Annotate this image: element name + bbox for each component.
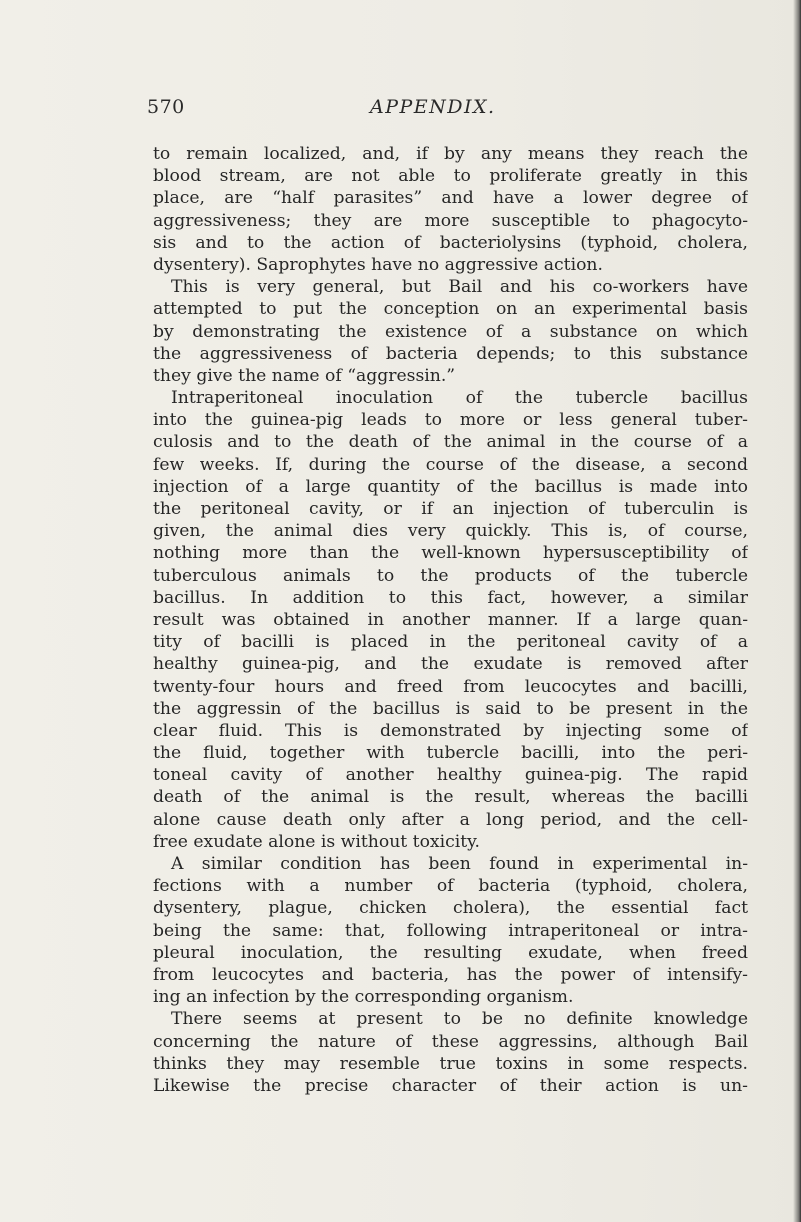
text-line: healthy guinea-pig, and the exudate is removed after: [153, 654, 748, 675]
text-line: Intraperitoneal inoculation of the tubercle bacillus: [171, 388, 748, 409]
text-line: Likewise the precise character of their action is un-: [153, 1075, 748, 1096]
text-line: This is very general, but Bail and his co-workers have: [171, 277, 748, 298]
text-line: There seems at present to be no definite knowledge: [171, 1009, 748, 1030]
text-line: the aggressin of the bacillus is said to be present in the: [153, 698, 748, 719]
text-line: injection of a large quantity of the bacillus is made into: [153, 476, 748, 497]
text-line: clear fluid. This is demonstrated by injecting some of: [153, 720, 748, 741]
text-line: blood stream, are not able to proliferate greatly in this: [153, 166, 748, 187]
text-line: pleural inoculation, the resulting exudate, when freed: [153, 942, 748, 963]
text-line: the fluid, together with tubercle bacilli, into the peri-: [153, 743, 748, 764]
text-line: attempted to put the conception on an experimental basis: [153, 299, 748, 320]
text-line: aggressiveness; they are more susceptible to phagocyto-: [153, 210, 748, 231]
text-line: from leucocytes and bacteria, has the power of intensify-: [153, 964, 748, 985]
text-line: dysentery, plague, chicken cholera), the essential fact: [153, 898, 748, 919]
text-line: the aggressiveness of bacteria depends; to this substance: [153, 343, 748, 364]
text-line: sis and to the action of bacteriolysins (typhoid, cholera,: [153, 232, 748, 253]
text-line: nothing more than the well-known hypersusceptibility of: [153, 543, 748, 564]
text-line: fections with a number of bacteria (typhoid, cholera,: [153, 876, 748, 897]
text-line: tity of bacilli is placed in the peritoneal cavity of a: [153, 632, 748, 653]
text-line: by demonstrating the existence of a substance on which: [153, 321, 748, 342]
text-line: into the guinea-pig leads to more or less general tuber-: [153, 410, 748, 431]
text-line: dysentery). Saprophytes have no aggressive action.: [153, 254, 603, 275]
page-header: [0, 96, 801, 124]
page-edge-shadow: [793, 0, 801, 1222]
text-line: thinks they may resemble true toxins in some respects.: [153, 1053, 748, 1074]
text-line: result was obtained in another manner. If a large quan-: [153, 609, 748, 630]
text-line: concerning the nature of these aggressins, although Bail: [153, 1031, 748, 1052]
text-line: tuberculous animals to the products of the tubercle: [153, 565, 748, 586]
text-line: alone cause death only after a long period, and the cell-: [153, 809, 748, 830]
text-line: place, are “half parasites” and have a lower degree of: [153, 188, 748, 209]
text-line: ing an infection by the corresponding organism.: [153, 987, 574, 1008]
body-text: [153, 143, 748, 1097]
text-line: twenty-four hours and freed from leucocytes and bacilli,: [153, 676, 748, 697]
text-line: given, the animal dies very quickly. This is, of course,: [153, 521, 748, 542]
text-line: toneal cavity of another healthy guinea-pig. The rapid: [153, 765, 748, 786]
text-line: A similar condition has been found in experimental in-: [171, 854, 748, 874]
text-line: culosis and to the death of the animal in the course of a: [153, 432, 748, 453]
page-number: 570: [147, 96, 185, 118]
text-line: being the same: that, following intraperitoneal or intra-: [153, 920, 748, 941]
text-line: few weeks. If, during the course of the disease, a second: [153, 454, 748, 475]
text-line: they give the name of “aggressin.”: [153, 365, 456, 386]
text-line: bacillus. In addition to this fact, however, a similar: [153, 587, 748, 608]
text-line: free exudate alone is without toxicity.: [153, 831, 481, 852]
text-line: the peritoneal cavity, or if an injection of tuberculin is: [153, 499, 748, 519]
text-line: to remain localized, and, if by any means they reach the: [153, 144, 748, 164]
running-head: APPENDIX.: [370, 96, 496, 118]
text-line: death of the animal is the result, whereas the bacilli: [153, 787, 748, 808]
